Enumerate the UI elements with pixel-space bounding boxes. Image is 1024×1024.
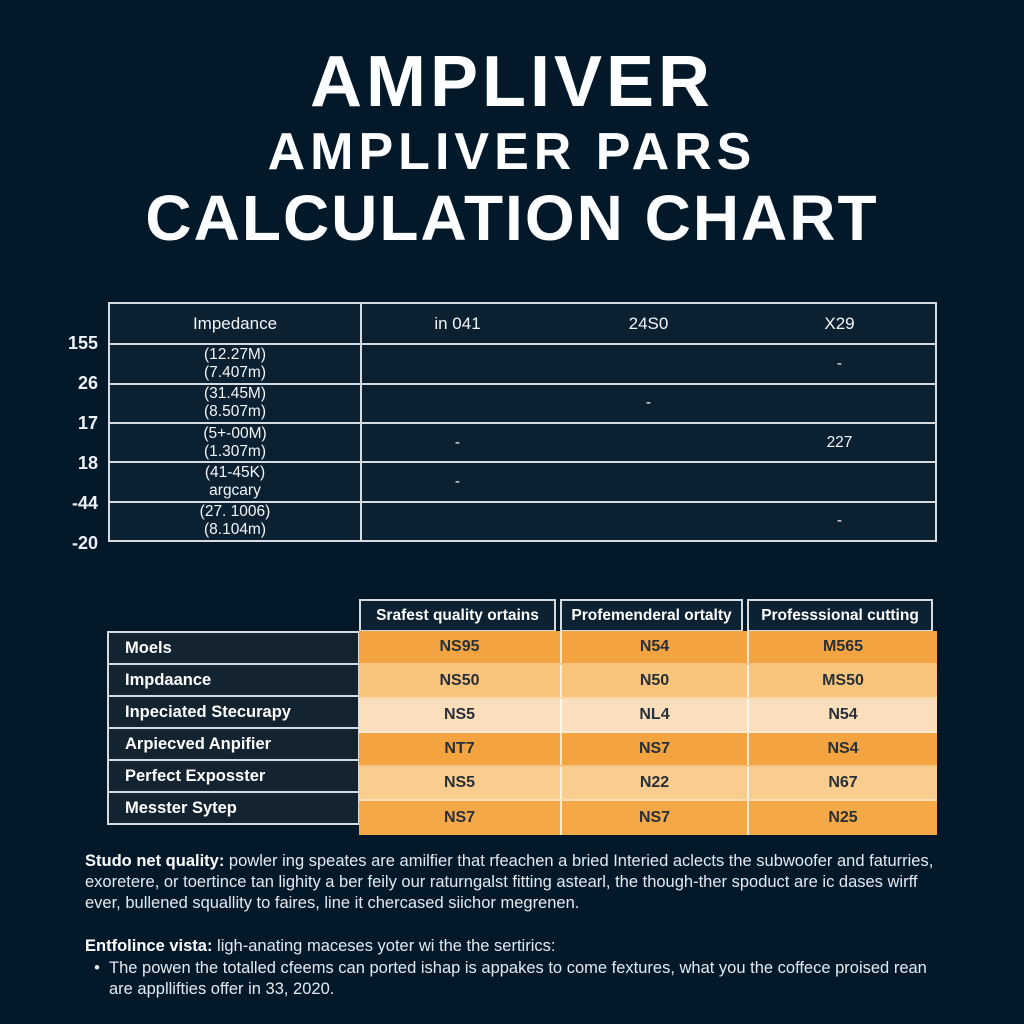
spec-value: NS7 bbox=[560, 801, 747, 835]
specs-value-row bbox=[359, 801, 937, 835]
table-row bbox=[110, 343, 935, 382]
spec-value: NL4 bbox=[560, 699, 747, 731]
impedance-cell bbox=[110, 385, 362, 422]
row-label-155: 155 bbox=[67, 333, 98, 353]
spec-value: NS7 bbox=[443, 809, 476, 826]
impedance-value-line: (12.27M) bbox=[203, 345, 267, 363]
specs-column-header-1: Srafest quality ortains bbox=[359, 599, 556, 632]
row-label-neg44: -44 bbox=[71, 493, 98, 513]
impedance-value-line: (8.104m) bbox=[203, 521, 267, 539]
specs-value-row bbox=[359, 665, 937, 699]
row-label-17: 17 bbox=[77, 413, 98, 433]
value-cell bbox=[553, 345, 744, 382]
impedance-cell bbox=[110, 424, 362, 461]
impedance-value-line: (7.407m) bbox=[203, 363, 267, 381]
main-title-line-1: AMPLIVER bbox=[309, 42, 715, 122]
spec-value: NS4 bbox=[747, 733, 937, 765]
spec-value: NS7 bbox=[560, 733, 747, 765]
spec-value: N67 bbox=[747, 767, 937, 799]
impedance-value-line: (1.307m) bbox=[203, 442, 267, 460]
specs-row-label: Moels bbox=[107, 631, 360, 665]
specs-table-header bbox=[359, 599, 937, 632]
spec-value: N25 bbox=[747, 801, 937, 835]
specs-row-label: Perfect Exposster bbox=[107, 759, 360, 793]
value-cell: - bbox=[836, 512, 843, 530]
impedance-value-line: (31.45M) bbox=[203, 385, 267, 403]
impedance-value-line: (8.507m) bbox=[203, 403, 267, 421]
specs-row-label: Arpiecved Anpifier bbox=[107, 727, 360, 761]
note-heading: Studo net quality: bbox=[85, 852, 225, 870]
spec-value: NS5 bbox=[443, 706, 476, 723]
value-cell bbox=[362, 345, 553, 382]
value-cell bbox=[553, 503, 744, 540]
value-cell bbox=[744, 463, 935, 500]
value-cell bbox=[362, 385, 553, 422]
impedance-table-header bbox=[110, 304, 935, 343]
impedance-value-line: (5+-00M) bbox=[203, 424, 267, 442]
bullet-text: The powen the totalled cfeems can ported ishap is appakes to come fextures, what you the coffece proised rean are appllifties offer in 33, 2020. bbox=[109, 959, 927, 998]
note-body: ligh-anating maceses yoter wi the the sertirics: bbox=[217, 937, 556, 955]
impedance-cell bbox=[110, 345, 362, 382]
row-label-neg20: -20 bbox=[71, 533, 98, 553]
note-entfolince-vista bbox=[85, 936, 949, 1000]
value-cell: - bbox=[836, 354, 843, 372]
specs-value-row bbox=[359, 733, 937, 767]
specs-value-row bbox=[359, 767, 937, 801]
spec-value: NT7 bbox=[444, 740, 475, 757]
specs-row-label: Messter Sytep bbox=[107, 791, 360, 825]
spec-value: NS95 bbox=[439, 638, 480, 655]
value-cell bbox=[362, 503, 553, 540]
column-header-x29: X29 bbox=[824, 313, 855, 333]
table-row bbox=[110, 422, 935, 461]
impedance-table bbox=[108, 302, 937, 542]
impedance-cell bbox=[110, 463, 362, 500]
spec-value: M565 bbox=[747, 631, 937, 663]
column-header-in041: in 041 bbox=[434, 313, 481, 333]
value-cell bbox=[553, 424, 744, 461]
value-cell: - bbox=[454, 472, 461, 490]
specs-value-row bbox=[359, 699, 937, 733]
spec-value: N54 bbox=[747, 699, 937, 731]
spec-value: N54 bbox=[560, 631, 747, 663]
table-row bbox=[110, 383, 935, 422]
value-cell: - bbox=[454, 433, 461, 451]
specs-column-header-3: Professsional cutting bbox=[747, 599, 933, 632]
specs-value-row bbox=[359, 631, 937, 665]
specs-value-grid bbox=[359, 631, 937, 835]
impedance-cell bbox=[110, 503, 362, 540]
spec-value: NS50 bbox=[439, 672, 480, 689]
value-cell bbox=[553, 463, 744, 500]
note-body: powler ing speates are amilfier that rfeachen a bried Interied aclects the subwoofer and faturries, exoretere, or toertince tan lighity a ber feily our raturngalst fitting astearl, the though-ther spoduct are ic dases wirff ever, bullened squallity to faires, line it chercased siichor megrenen. bbox=[85, 852, 934, 912]
specs-row-label: Inpeciated Stecurapy bbox=[107, 695, 360, 729]
spec-value: N50 bbox=[560, 665, 747, 697]
row-label-26: 26 bbox=[77, 373, 98, 393]
spec-value: NS5 bbox=[443, 774, 476, 791]
row-label-18: 18 bbox=[77, 453, 98, 473]
column-header-2450: 24S0 bbox=[628, 313, 669, 333]
specs-column-header-2: Profemenderal ortalty bbox=[560, 599, 743, 632]
value-cell bbox=[744, 385, 935, 422]
note-heading: Entfolince vista: bbox=[85, 937, 213, 955]
main-title-line-2: AMPLIVER PARS bbox=[267, 123, 757, 181]
spec-value: N22 bbox=[560, 767, 747, 799]
bullet-icon: • bbox=[94, 959, 100, 977]
note-studio-quality bbox=[85, 851, 949, 914]
spec-value: MS50 bbox=[747, 665, 937, 697]
impedance-value-line: (41-45K) bbox=[204, 463, 266, 481]
impedance-value-line: (27. 1006) bbox=[199, 503, 271, 521]
note-heading-line bbox=[85, 936, 949, 957]
main-title-line-3: CALCULATION CHART bbox=[145, 182, 879, 254]
table-row bbox=[110, 461, 935, 500]
column-header-impedance: Impedance bbox=[110, 304, 362, 343]
value-cell: - bbox=[645, 394, 652, 412]
specs-row-labels bbox=[107, 631, 360, 825]
note-bullet-item bbox=[85, 958, 949, 1000]
value-cell: 227 bbox=[826, 433, 853, 451]
impedance-value-line: argcary bbox=[209, 481, 261, 499]
specs-row-label: Impdaance bbox=[107, 663, 360, 697]
table-row bbox=[110, 501, 935, 540]
